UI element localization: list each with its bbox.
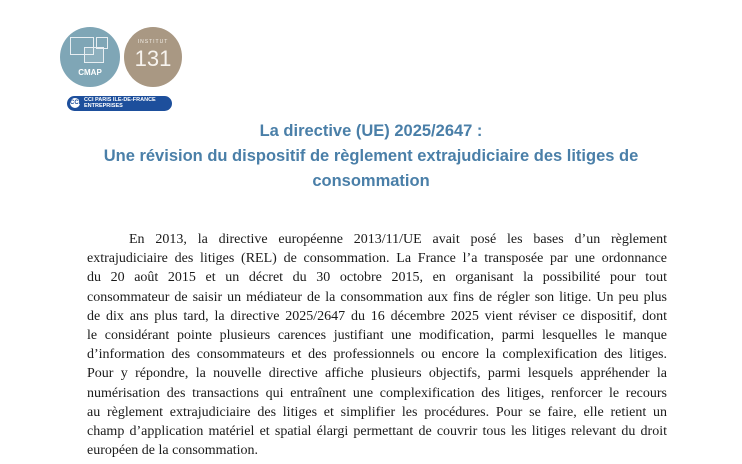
title-line: Une révision du dispositif de règlement extrajudiciaire des litiges de: [103, 147, 639, 165]
paragraph-line: En 2013, la directive européenne 2013/11/UE avait posé les bases d’un règlement: [129, 232, 667, 247]
paragraph-line: d’information des consommateurs et des professionnels ou encore la complexification des litiges.: [87, 347, 667, 363]
document-title: [40, 119, 702, 194]
cci-logo-mark: CCI: [70, 100, 81, 106]
paragraph-line: européen de la consommation.: [87, 443, 259, 459]
institut-131-logo: [124, 27, 182, 87]
institut-logo-caption: INSTITUT: [137, 39, 169, 45]
paragraph-line: champ d’application matériel et spatial élargi permettant de couvrir tous les litiges relevant du droit: [87, 424, 667, 440]
paragraph-line: Pour y répondre, la nouvelle directive affiche plusieurs objectifs, parmi lesquels appréhender la: [87, 366, 667, 382]
paragraph-line: du 20 août 2015 et un décret du 30 octobre 2015, en organisant la possibilité pour tout: [87, 270, 667, 286]
paragraph-line: numérisation des transactions qui entraînent une complexification des litiges, renforcer le recours: [87, 385, 667, 401]
cmap-logo: [60, 27, 120, 87]
paragraph-line: de dix ans plus tard, la directive 2025/2647 du 16 décembre 2025 vient réviser ce dispositif, dont: [87, 308, 667, 324]
institut-logo-number: 131: [134, 46, 172, 71]
cmap-logo-label: CMAP: [78, 68, 102, 77]
cci-logo-line1: CCI PARIS ILE-DE-FRANCE: [84, 97, 156, 103]
cmap-logo-square: [84, 47, 104, 63]
title-line: consommation: [312, 172, 430, 190]
title-line: La directive (UE) 2025/2647 :: [259, 122, 483, 140]
cmap-logo-square: [96, 37, 108, 49]
cci-paris-logo: [67, 96, 172, 111]
cci-logo-line2: ENTREPRISES: [84, 103, 123, 109]
header-logos: [0, 0, 742, 120]
body-paragraph: [87, 230, 667, 460]
paragraph-line: au règlement extrajudiciaire des litiges et simplifier les procédures. Pour se faire, elle retient un: [87, 404, 667, 420]
paragraph-line: le considérant pointe plusieurs carences justifiant une modification, parmi lesquelles le manque: [87, 328, 667, 344]
paragraph-line: consommateur de saisir un médiateur de la consommation aux fins de régler son litige. Un peu plus: [87, 289, 667, 305]
paragraph-line: extrajudiciaire des litiges (REL) de consommation. La France l’a transposée par une ordonnance: [87, 251, 667, 267]
